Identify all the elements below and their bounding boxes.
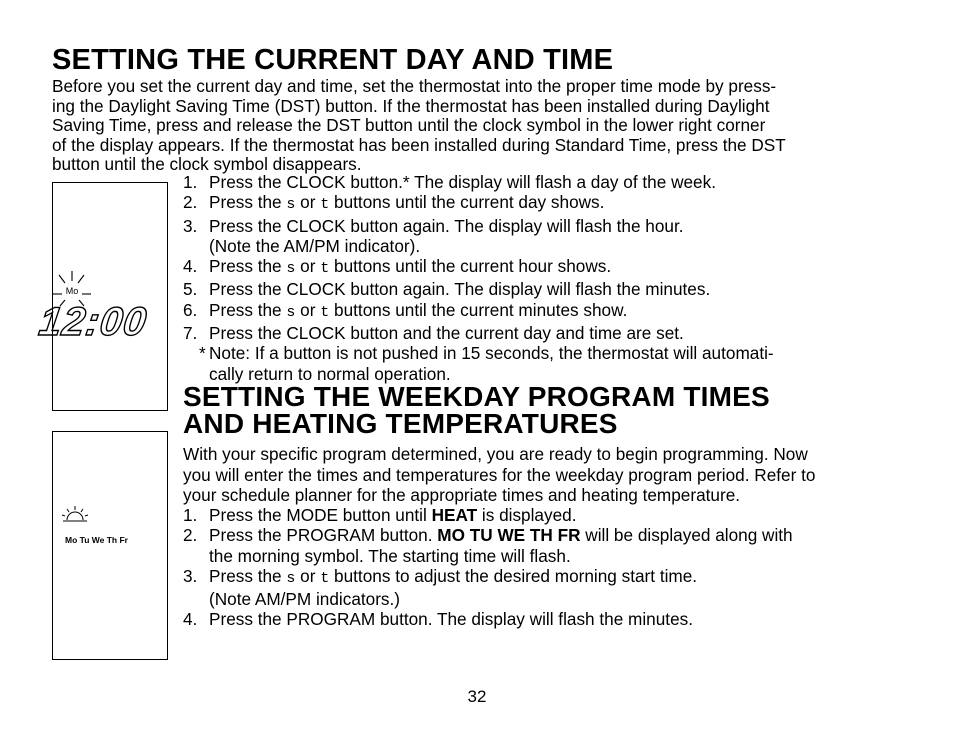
program-steps-list bbox=[183, 505, 793, 630]
step-number: 2. bbox=[183, 525, 198, 546]
step-text: (Note the AM/PM indicator). bbox=[209, 235, 421, 256]
list-item bbox=[183, 256, 774, 279]
step-number: 7. bbox=[183, 323, 198, 344]
step-number: 3. bbox=[183, 215, 198, 236]
morning-sun-icon bbox=[62, 506, 88, 521]
intro-line: you will enter the times and temperatures for the weekday program period. Refer to bbox=[183, 464, 816, 485]
heat-label: HEAT bbox=[431, 505, 478, 525]
down-arrow-icon: t bbox=[320, 196, 330, 214]
title-line: SETTING THE WEEKDAY PROGRAM TIMES bbox=[183, 381, 770, 412]
lcd-clock-illustration bbox=[36, 183, 167, 410]
step-text: buttons until the current minutes show. bbox=[329, 299, 628, 320]
footnote-text: cally return to normal operation. bbox=[209, 363, 451, 384]
display-time-digits: 12:00 bbox=[36, 299, 150, 344]
step-text: or bbox=[295, 565, 321, 586]
step-text: Press the PROGRAM button. bbox=[209, 525, 438, 546]
down-arrow-icon: t bbox=[320, 260, 330, 278]
step-text: Press the CLOCK button again. The display will flash the hour. bbox=[209, 215, 684, 236]
up-arrow-icon: s bbox=[286, 303, 296, 321]
step-text: buttons to adjust the desired morning start time. bbox=[329, 565, 698, 586]
list-item bbox=[183, 216, 774, 257]
step-text: Press the MODE button until bbox=[209, 505, 432, 525]
list-item bbox=[183, 300, 774, 323]
step-text: buttons until the current day shows. bbox=[329, 192, 605, 213]
intro-line: button until the clock symbol disappears. bbox=[52, 154, 362, 175]
list-item bbox=[183, 566, 793, 610]
step-text: the morning symbol. The starting time will flash. bbox=[209, 545, 571, 566]
footnote-text: Note: If a button is not pushed in 15 seconds, the thermostat will automati- bbox=[209, 343, 774, 364]
page-number: 32 bbox=[467, 687, 487, 706]
step-text: Press the CLOCK button and the current day and time are set. bbox=[209, 323, 684, 344]
step-text: or bbox=[295, 299, 321, 320]
step-number: 4. bbox=[183, 609, 198, 630]
step-text: Press the bbox=[209, 299, 287, 320]
step-number: 1. bbox=[183, 505, 198, 525]
section-title-current-day-time: SETTING THE CURRENT DAY AND TIME bbox=[52, 44, 614, 76]
list-item bbox=[183, 279, 774, 299]
step-number: 6. bbox=[183, 299, 198, 320]
step-text: (Note AM/PM indicators.) bbox=[209, 589, 401, 610]
step-text: Press the PROGRAM button. The display will flash the minutes. bbox=[209, 609, 694, 630]
step-text: or bbox=[295, 192, 321, 213]
step-text: will be displayed along with bbox=[580, 525, 793, 546]
list-item bbox=[183, 525, 793, 566]
step-text: Press the CLOCK button.* The display will flash a day of the week. bbox=[209, 172, 716, 192]
list-item bbox=[183, 192, 774, 215]
intro-line: Saving Time, press and release the DST button until the clock symbol in the lower right corner bbox=[52, 115, 766, 136]
section-title-weekday-program bbox=[183, 383, 770, 437]
step-text: or bbox=[295, 256, 321, 277]
clock-steps-list bbox=[183, 172, 774, 384]
weekday-intro-paragraph bbox=[183, 444, 903, 506]
thermostat-display-program bbox=[52, 431, 168, 660]
intro-line: ing the Daylight Saving Time (DST) button. If the thermostat has been installed during Daylight bbox=[52, 95, 770, 116]
step-number: 5. bbox=[183, 279, 198, 300]
list-item bbox=[183, 609, 793, 629]
thermostat-display-clock bbox=[36, 182, 168, 411]
weekdays-label: MO TU WE TH FR bbox=[437, 525, 581, 546]
intro-line: Before you set the current day and time, set the thermostat into the proper time mode by press- bbox=[52, 76, 777, 96]
step-text: buttons until the current hour shows. bbox=[329, 256, 612, 277]
display-weekdays-label: Mo Tu We Th Fr bbox=[65, 535, 128, 545]
step-number: 3. bbox=[183, 565, 198, 586]
intro-line: With your specific program determined, you are ready to begin programming. Now bbox=[183, 444, 808, 464]
list-item bbox=[183, 172, 774, 192]
step-number: 1. bbox=[183, 172, 198, 192]
list-item bbox=[183, 505, 793, 525]
step-text: Press the bbox=[209, 256, 287, 277]
display-day-label: Mo bbox=[65, 286, 79, 296]
footnote bbox=[183, 343, 774, 384]
list-item bbox=[183, 323, 774, 343]
step-text: Press the bbox=[209, 192, 287, 213]
down-arrow-icon: t bbox=[320, 303, 330, 321]
up-arrow-icon: s bbox=[286, 260, 296, 278]
title-line: AND HEATING TEMPERATURES bbox=[183, 408, 618, 439]
intro-line: of the display appears. If the thermostat has been installed during Standard Time, press the DST bbox=[52, 134, 786, 155]
intro-line: your schedule planner for the appropriate times and heating temperature. bbox=[183, 485, 741, 505]
footnote-marker: * bbox=[199, 343, 206, 364]
step-text: Press the bbox=[209, 565, 287, 586]
step-number: 4. bbox=[183, 256, 198, 277]
step-text: is displayed. bbox=[477, 505, 577, 525]
intro-paragraph bbox=[52, 77, 912, 175]
step-number: 2. bbox=[183, 192, 198, 213]
lcd-program-illustration bbox=[53, 432, 167, 659]
up-arrow-icon: s bbox=[286, 569, 296, 587]
step-text: Press the CLOCK button again. The display will flash the minutes. bbox=[209, 279, 711, 300]
up-arrow-icon: s bbox=[286, 196, 296, 214]
down-arrow-icon: t bbox=[320, 569, 330, 587]
